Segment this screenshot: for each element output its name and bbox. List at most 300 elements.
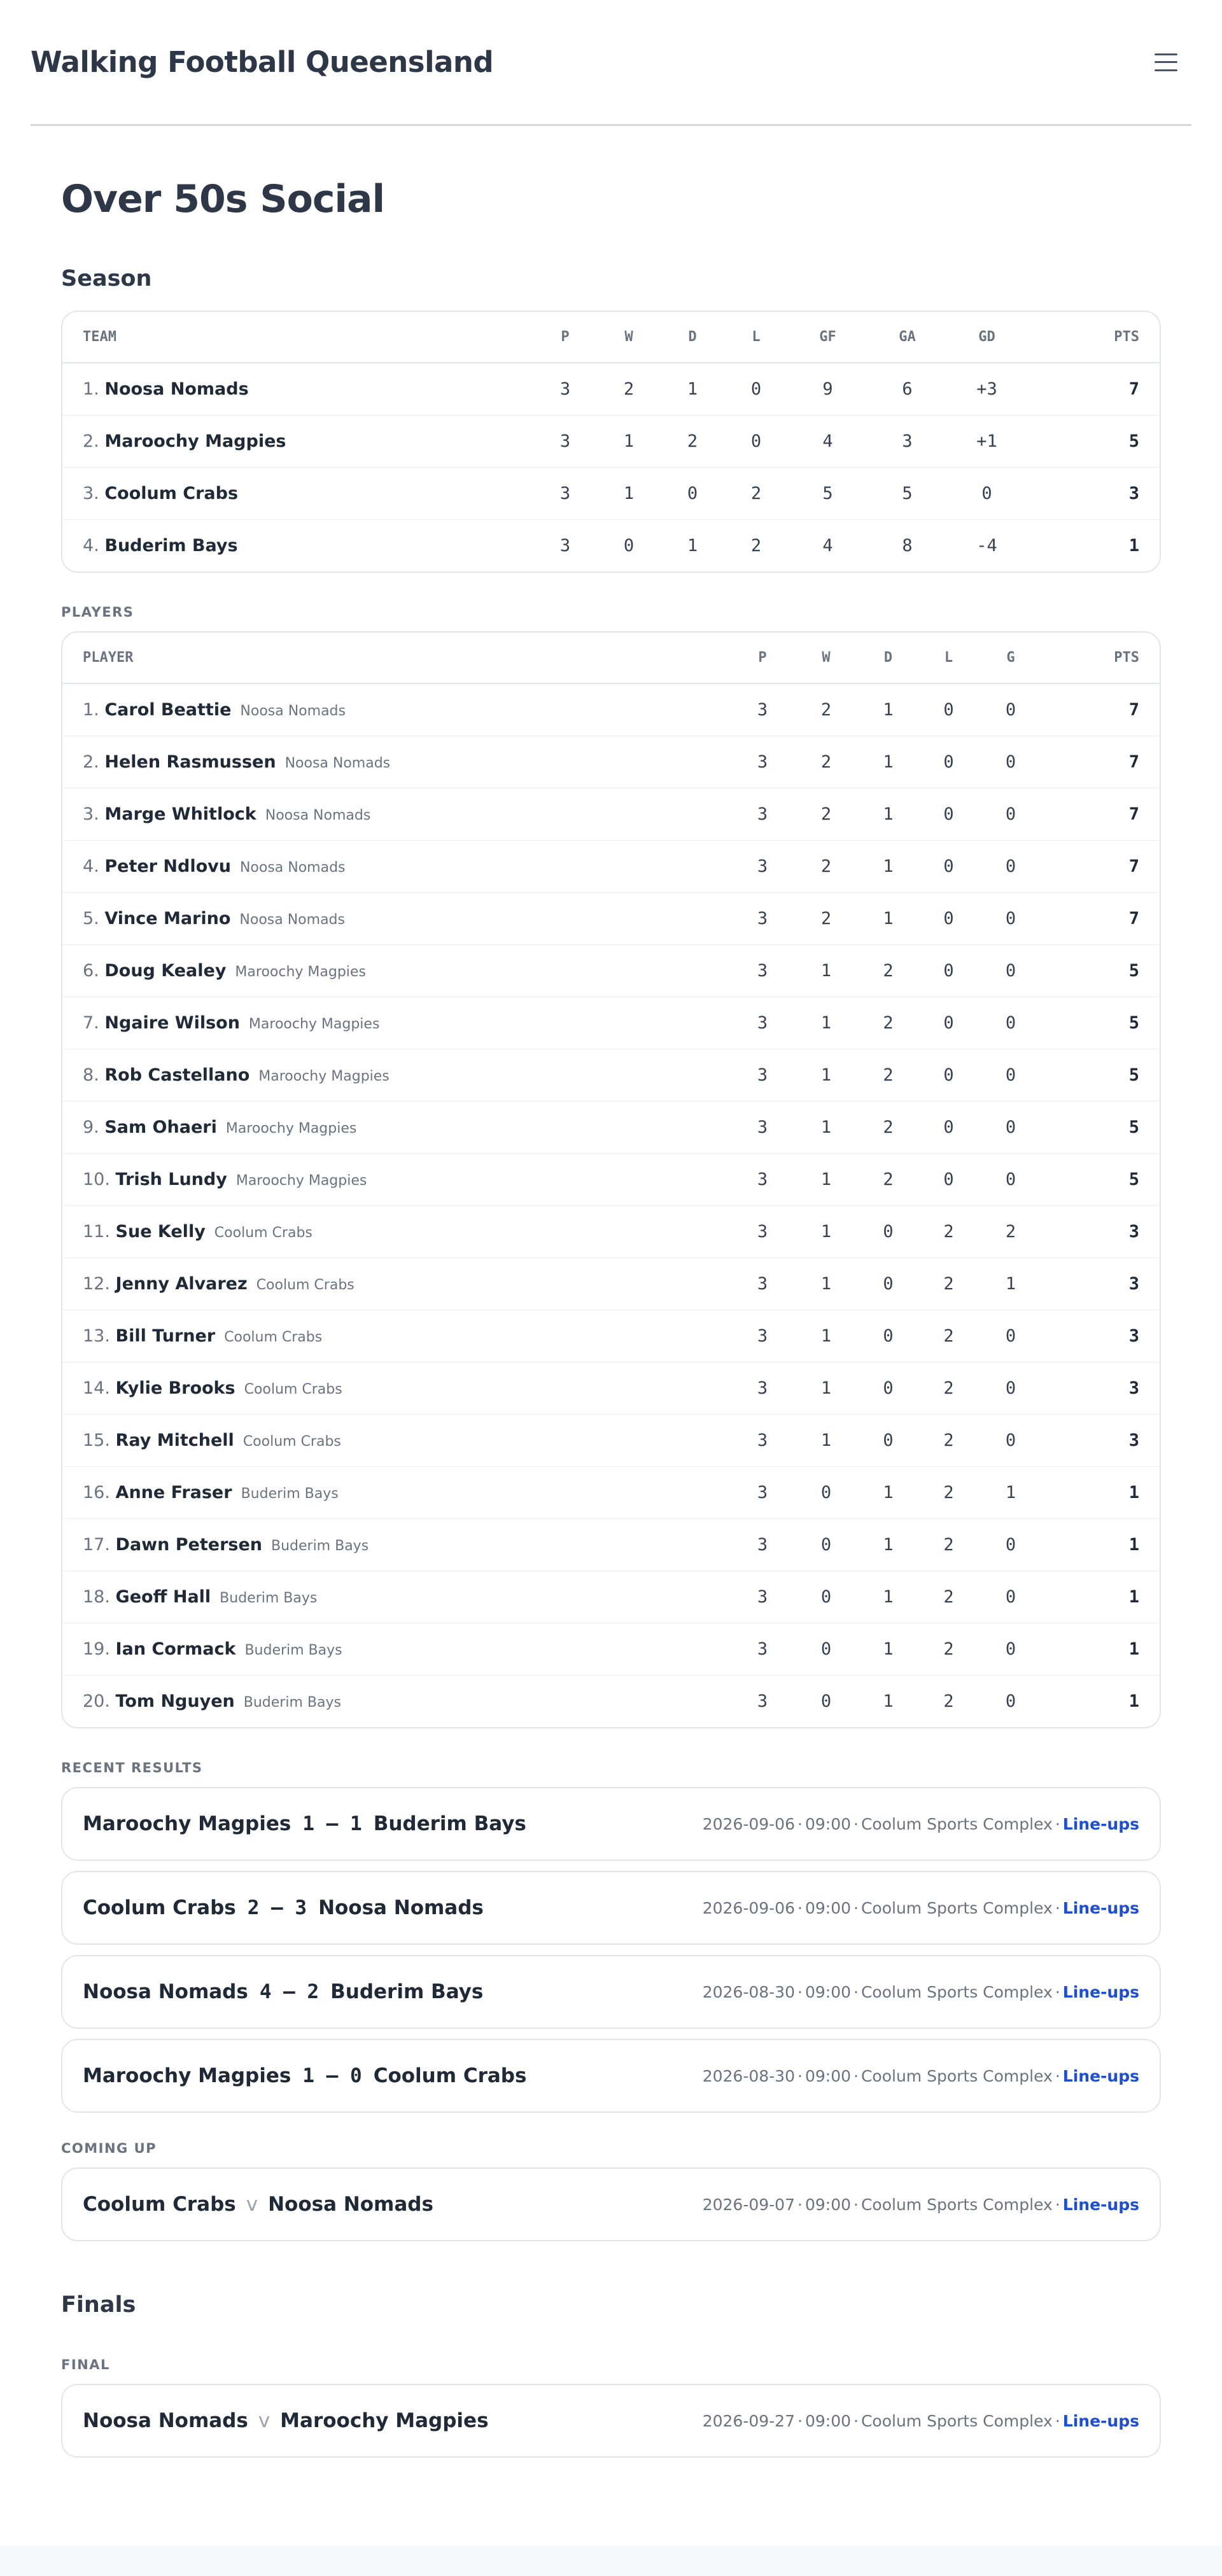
stat-g: 0 <box>979 997 1043 1049</box>
player-cell <box>62 1205 731 1257</box>
stat-p: 3 <box>731 1153 794 1205</box>
table-row <box>62 788 1160 840</box>
table-row <box>62 1049 1160 1101</box>
match-venue: Coolum Sports Complex <box>860 1898 1053 1917</box>
stat-gf: 4 <box>822 535 833 556</box>
player-cell <box>62 1571 731 1623</box>
col-header-w: W <box>794 633 858 683</box>
stat-g: 0 <box>1005 1691 1016 1711</box>
coming-up-title: COMING UP <box>61 2141 157 2156</box>
match-teams <box>83 1812 526 1835</box>
match-time: 09:00 <box>804 2066 851 2085</box>
stat-p: 3 <box>533 363 597 415</box>
match-date: 2026-09-07 <box>702 2195 795 2214</box>
player-name[interactable]: Anne Fraser <box>115 1482 232 1502</box>
rank-label: 8. <box>83 1065 99 1085</box>
player-name[interactable]: Dawn Petersen <box>115 1534 262 1555</box>
rank-label: 6. <box>83 960 99 981</box>
stat-d: 0 <box>661 467 724 519</box>
stat-p: 3 <box>731 1414 794 1466</box>
stat-d: 1 <box>858 1518 918 1571</box>
stat-d: 2 <box>661 415 724 467</box>
stat-gd: -4 <box>976 535 997 556</box>
col-header-pts: PTS <box>1043 633 1160 683</box>
rank-label: 7. <box>83 1012 99 1033</box>
table-row <box>62 683 1160 736</box>
match-time: 09:00 <box>804 1982 851 2001</box>
match-meta <box>703 1983 1139 2001</box>
table-row <box>62 840 1160 892</box>
col-header-w: W <box>597 312 661 363</box>
stat-d: 2 <box>858 1101 918 1153</box>
stat-p: 3 <box>533 415 597 467</box>
match-card[interactable] <box>61 1955 1161 2029</box>
home-team: Maroochy Magpies <box>83 1812 291 1835</box>
match-teams <box>83 1980 483 2003</box>
stat-p: 3 <box>731 997 794 1049</box>
stat-g: 0 <box>979 736 1043 788</box>
stat-p: 3 <box>533 467 597 519</box>
player-name[interactable]: Sue Kelly <box>115 1221 206 1242</box>
stat-d: 1 <box>858 788 918 840</box>
rank-label: 2. <box>83 431 99 451</box>
stat-l: 2 <box>918 1414 979 1466</box>
stat-p: 3 <box>731 683 794 736</box>
final-list <box>61 2384 1161 2458</box>
match-date: 2026-09-06 <box>702 1898 795 1917</box>
match-venue: Coolum Sports Complex <box>860 1982 1053 2001</box>
col-header-ga: GA <box>867 312 947 363</box>
stat-l: 2 <box>918 1257 979 1310</box>
player-team: Maroochy Magpies <box>258 1068 390 1084</box>
away-team: Coolum Crabs <box>373 2064 527 2087</box>
stat-d: 1 <box>858 892 918 944</box>
lineups-link[interactable]: Line-ups <box>1062 2066 1139 2085</box>
table-row <box>62 944 1160 997</box>
player-team: Buderim Bays <box>241 1485 339 1502</box>
stat-g: 2 <box>979 1205 1043 1257</box>
rank-label: 14. <box>83 1378 110 1398</box>
rank-label: 3. <box>83 804 99 824</box>
player-team: Buderim Bays <box>270 1537 369 1554</box>
stat-l: 2 <box>750 535 762 556</box>
stat-d: 2 <box>858 944 918 997</box>
stat-p: 3 <box>731 1310 794 1362</box>
rank-label: 11. <box>83 1221 110 1242</box>
player-cell <box>62 1310 731 1362</box>
season-title: Season <box>61 266 152 291</box>
menu-icon-bar <box>1155 69 1177 71</box>
stat-w: 0 <box>794 1466 858 1518</box>
player-name[interactable]: Ian Cormack <box>115 1639 236 1659</box>
away-team: Noosa Nomads <box>268 2193 433 2216</box>
player-name[interactable]: Peter Ndlovu <box>104 856 231 876</box>
col-header-gd: GD <box>947 312 1027 363</box>
stat-d: 1 <box>687 535 698 556</box>
stat-l: 2 <box>918 1310 979 1362</box>
stat-p: 3 <box>731 1466 794 1518</box>
stat-d: 0 <box>858 1310 918 1362</box>
player-cell <box>62 736 731 788</box>
stat-w: 1 <box>794 997 858 1049</box>
away-team: Buderim Bays <box>330 1980 484 2003</box>
player-team: Maroochy Magpies <box>248 1016 380 1032</box>
rank-label: 15. <box>83 1430 110 1450</box>
separator: · <box>797 1898 803 1917</box>
stat-g: 0 <box>979 944 1043 997</box>
stat-l: 0 <box>918 892 979 944</box>
season-header-row <box>62 312 1160 363</box>
players-table <box>62 633 1160 1727</box>
player-cell <box>62 1414 731 1466</box>
match-meta <box>703 2067 1139 2085</box>
stat-pts: 7 <box>1043 840 1160 892</box>
stat-l: 0 <box>724 415 788 467</box>
stat-w: 1 <box>794 1049 858 1101</box>
stat-g: 0 <box>979 1414 1043 1466</box>
match-teams <box>83 2064 526 2087</box>
table-row <box>62 1205 1160 1257</box>
rank-label: 19. <box>83 1639 110 1659</box>
player-cell <box>62 1257 731 1310</box>
match-score: 2 – 3 <box>247 1896 307 1919</box>
lineups-link[interactable]: Line-ups <box>1062 1898 1139 1917</box>
stat-w: 1 <box>794 1310 858 1362</box>
stat-g: 0 <box>979 1101 1043 1153</box>
table-row <box>62 1571 1160 1623</box>
match-meta <box>703 2412 1139 2430</box>
recent-results-list <box>61 1787 1161 2113</box>
separator: · <box>1055 1814 1060 1833</box>
stat-g: 0 <box>979 1049 1043 1101</box>
table-row <box>62 1101 1160 1153</box>
player-cell <box>62 683 731 736</box>
player-team: Noosa Nomads <box>240 703 346 719</box>
stat-g: 0 <box>979 1571 1043 1623</box>
stat-gf: 9 <box>788 363 867 415</box>
away-team: Noosa Nomads <box>318 1896 484 1919</box>
stat-l: 2 <box>918 1205 979 1257</box>
stat-l: 2 <box>918 1466 979 1518</box>
stat-l: 0 <box>918 997 979 1049</box>
home-team: Maroochy Magpies <box>83 2064 291 2087</box>
stat-d: 1 <box>883 1691 894 1711</box>
rank-label: 9. <box>83 1117 99 1137</box>
stat-d: 0 <box>858 1414 918 1466</box>
stat-p: 3 <box>559 535 571 556</box>
stat-pts: 5 <box>1027 415 1160 467</box>
stat-p: 3 <box>731 1518 794 1571</box>
stat-w: 2 <box>597 363 661 415</box>
stat-g: 0 <box>979 840 1043 892</box>
match-time: 09:00 <box>804 1898 851 1917</box>
stat-g: 1 <box>979 1466 1043 1518</box>
col-header-gf: GF <box>788 312 867 363</box>
player-name[interactable]: Rob Castellano <box>104 1065 250 1085</box>
lineups-link[interactable]: Line-ups <box>1062 2411 1139 2430</box>
stat-d: 0 <box>858 1257 918 1310</box>
separator: · <box>1055 1898 1060 1917</box>
col-header-player: PLAYER <box>62 633 731 683</box>
stat-g: 0 <box>979 788 1043 840</box>
player-team: Coolum Crabs <box>224 1329 323 1345</box>
stat-p: 3 <box>731 788 794 840</box>
player-name[interactable]: Sam Ohaeri <box>104 1117 217 1137</box>
stat-w: 0 <box>794 1571 858 1623</box>
season-table-body <box>62 363 1160 571</box>
team-name[interactable]: Coolum Crabs <box>104 483 239 503</box>
separator: · <box>853 1814 859 1833</box>
stat-gd: +3 <box>947 363 1027 415</box>
match-card[interactable] <box>61 2384 1161 2458</box>
stat-l: 2 <box>724 467 788 519</box>
rank-label: 20. <box>83 1691 110 1711</box>
team-cell <box>62 415 533 467</box>
stat-p: 3 <box>731 1205 794 1257</box>
match-card[interactable] <box>61 1871 1161 1945</box>
player-name[interactable]: Marge Whitlock <box>104 804 256 824</box>
stat-w: 0 <box>623 535 635 556</box>
stat-p: 3 <box>731 840 794 892</box>
match-date: 2026-08-30 <box>702 2066 795 2085</box>
rank-label: 17. <box>83 1534 110 1555</box>
player-team: Noosa Nomads <box>265 807 371 823</box>
stat-p: 3 <box>757 1691 768 1711</box>
separator: · <box>797 2195 803 2214</box>
player-cell <box>62 1101 731 1153</box>
stat-p: 3 <box>731 1257 794 1310</box>
versus-label: v <box>246 2193 258 2216</box>
team-cell <box>62 363 533 415</box>
col-header-p: P <box>533 312 597 363</box>
player-cell <box>62 892 731 944</box>
menu-icon-bar <box>1155 61 1177 63</box>
player-team: Coolum Crabs <box>242 1433 341 1450</box>
stat-w: 2 <box>794 736 858 788</box>
rank-label: 12. <box>83 1273 110 1294</box>
stat-g: 0 <box>979 1310 1043 1362</box>
match-venue: Coolum Sports Complex <box>860 2195 1053 2214</box>
match-date: 2026-08-30 <box>702 1982 795 2001</box>
stat-pts: 3 <box>1027 467 1160 519</box>
lineups-link[interactable]: Line-ups <box>1062 1982 1139 2001</box>
stat-g: 0 <box>979 892 1043 944</box>
player-name[interactable]: Geoff Hall <box>115 1586 211 1607</box>
stat-w: 1 <box>794 944 858 997</box>
stat-pts: 3 <box>1043 1362 1160 1414</box>
match-teams <box>83 2193 433 2216</box>
team-name[interactable]: Buderim Bays <box>104 535 238 556</box>
stat-p: 3 <box>731 1362 794 1414</box>
home-team: Noosa Nomads <box>83 2409 248 2432</box>
site-header <box>31 0 1191 126</box>
rank-label: 18. <box>83 1586 110 1607</box>
menu-icon-bar <box>1155 53 1177 55</box>
table-row <box>62 363 1160 415</box>
players-header-row <box>62 633 1160 683</box>
match-meta <box>703 1899 1139 1917</box>
team-name[interactable]: Noosa Nomads <box>104 379 249 399</box>
separator: · <box>797 2411 803 2430</box>
table-row <box>62 1466 1160 1518</box>
stat-d: 0 <box>858 1205 918 1257</box>
table-row <box>62 415 1160 467</box>
stat-l: 2 <box>918 1518 979 1571</box>
player-cell <box>62 944 731 997</box>
table-row <box>62 1257 1160 1310</box>
match-meta <box>703 1815 1139 1833</box>
player-name[interactable]: Ray Mitchell <box>115 1430 234 1450</box>
recent-results-title: RECENT RESULTS <box>61 1760 203 1775</box>
match-card[interactable] <box>61 2167 1161 2241</box>
match-time: 09:00 <box>804 2195 851 2214</box>
stat-gd: +1 <box>947 415 1027 467</box>
home-team: Noosa Nomads <box>83 1980 248 2003</box>
stat-g: 0 <box>979 1153 1043 1205</box>
stat-d: 2 <box>858 1049 918 1101</box>
stat-w: 1 <box>597 467 661 519</box>
col-header-pts: PTS <box>1027 312 1160 363</box>
stat-l: 0 <box>918 944 979 997</box>
separator: · <box>853 2195 859 2214</box>
stat-pts: 7 <box>1027 363 1160 415</box>
players-title: PLAYERS <box>61 605 134 620</box>
player-name[interactable]: Carol Beattie <box>104 699 232 720</box>
match-card[interactable] <box>61 2039 1161 2113</box>
stat-pts: 1 <box>1128 535 1139 556</box>
stat-l: 0 <box>918 840 979 892</box>
lineups-link[interactable]: Line-ups <box>1062 2195 1139 2214</box>
final-title: FINAL <box>61 2357 110 2372</box>
stat-pts: 3 <box>1043 1310 1160 1362</box>
hamburger-menu-icon[interactable] <box>1155 53 1177 71</box>
team-name[interactable]: Maroochy Magpies <box>104 431 286 451</box>
stat-gf: 4 <box>788 415 867 467</box>
stat-p: 3 <box>731 1623 794 1675</box>
team-cell <box>62 467 533 519</box>
player-team: Buderim Bays <box>243 1694 341 1711</box>
stat-d: 2 <box>858 1153 918 1205</box>
table-row <box>62 736 1160 788</box>
stat-ga: 6 <box>867 363 947 415</box>
home-team: Coolum Crabs <box>83 1896 236 1919</box>
stat-d: 2 <box>858 997 918 1049</box>
match-card[interactable] <box>61 1787 1161 1861</box>
player-name[interactable]: Ngaire Wilson <box>104 1012 240 1033</box>
stat-w: 2 <box>794 840 858 892</box>
table-row <box>62 892 1160 944</box>
stat-l: 0 <box>918 1101 979 1153</box>
player-cell <box>62 1362 731 1414</box>
player-name[interactable]: Vince Marino <box>104 908 231 928</box>
stat-l: 0 <box>918 736 979 788</box>
col-header-l: L <box>918 633 979 683</box>
season-table-card <box>61 311 1161 573</box>
player-name[interactable]: Tom Nguyen <box>115 1691 235 1711</box>
lineups-link[interactable]: Line-ups <box>1062 1814 1139 1833</box>
stat-w: 1 <box>794 1205 858 1257</box>
table-row <box>62 1623 1160 1675</box>
stat-p: 3 <box>731 1049 794 1101</box>
match-venue: Coolum Sports Complex <box>860 1814 1053 1833</box>
coming-up-list <box>61 2167 1161 2241</box>
rank-label: 5. <box>83 908 99 928</box>
stat-l: 0 <box>918 1153 979 1205</box>
separator: · <box>853 2066 859 2085</box>
stat-p: 3 <box>731 1571 794 1623</box>
separator: · <box>1055 2411 1060 2430</box>
separator: · <box>797 1814 803 1833</box>
table-row <box>62 1362 1160 1414</box>
stat-l: 0 <box>724 363 788 415</box>
player-team: Maroochy Magpies <box>225 1120 357 1137</box>
stat-p: 3 <box>731 736 794 788</box>
stat-l: 2 <box>943 1691 954 1711</box>
col-header-l: L <box>724 312 788 363</box>
match-meta <box>703 2195 1139 2214</box>
stat-gd: 0 <box>947 467 1027 519</box>
stat-w: 2 <box>794 788 858 840</box>
col-header-d: D <box>661 312 724 363</box>
match-teams <box>83 2409 489 2432</box>
col-header-g: G <box>979 633 1043 683</box>
player-name[interactable]: Doug Kealey <box>104 960 227 981</box>
player-team: Maroochy Magpies <box>235 963 366 980</box>
stat-w: 1 <box>794 1414 858 1466</box>
rank-label: 4. <box>83 535 99 556</box>
table-row <box>62 1414 1160 1466</box>
separator: · <box>797 1982 803 2001</box>
stat-pts: 7 <box>1043 788 1160 840</box>
stat-pts: 5 <box>1043 1049 1160 1101</box>
season-table <box>62 312 1160 571</box>
player-cell <box>62 840 731 892</box>
stat-w: 1 <box>794 1153 858 1205</box>
table-row <box>62 997 1160 1049</box>
stat-pts: 1 <box>1128 1691 1139 1711</box>
stat-l: 0 <box>918 788 979 840</box>
col-header-d: D <box>858 633 918 683</box>
player-cell <box>62 1466 731 1518</box>
away-team: Buderim Bays <box>373 1812 526 1835</box>
player-cell <box>62 1153 731 1205</box>
match-date: 2026-09-06 <box>702 1814 795 1833</box>
stat-w: 1 <box>597 415 661 467</box>
stat-pts: 3 <box>1043 1257 1160 1310</box>
player-name[interactable]: Kylie Brooks <box>115 1378 235 1398</box>
stat-w: 2 <box>794 892 858 944</box>
site-title[interactable]: Walking Football Queensland <box>31 45 494 79</box>
stat-d: 1 <box>858 683 918 736</box>
table-row <box>62 1310 1160 1362</box>
stat-d: 1 <box>661 363 724 415</box>
player-cell <box>62 997 731 1049</box>
player-name[interactable]: Helen Rasmussen <box>104 752 276 772</box>
players-table-body <box>62 683 1160 1727</box>
stat-d: 1 <box>858 1466 918 1518</box>
player-name[interactable]: Trish Lundy <box>115 1169 227 1189</box>
rank-label: 1. <box>83 379 99 399</box>
stat-d: 1 <box>858 840 918 892</box>
stat-d: 1 <box>858 1571 918 1623</box>
match-venue: Coolum Sports Complex <box>860 2066 1053 2085</box>
match-teams <box>83 1896 484 1919</box>
stat-w: 0 <box>794 1518 858 1571</box>
player-name[interactable]: Bill Turner <box>115 1326 216 1346</box>
player-name[interactable]: Jenny Alvarez <box>115 1273 248 1294</box>
rank-label: 2. <box>83 752 99 772</box>
player-team: Noosa Nomads <box>239 911 345 928</box>
